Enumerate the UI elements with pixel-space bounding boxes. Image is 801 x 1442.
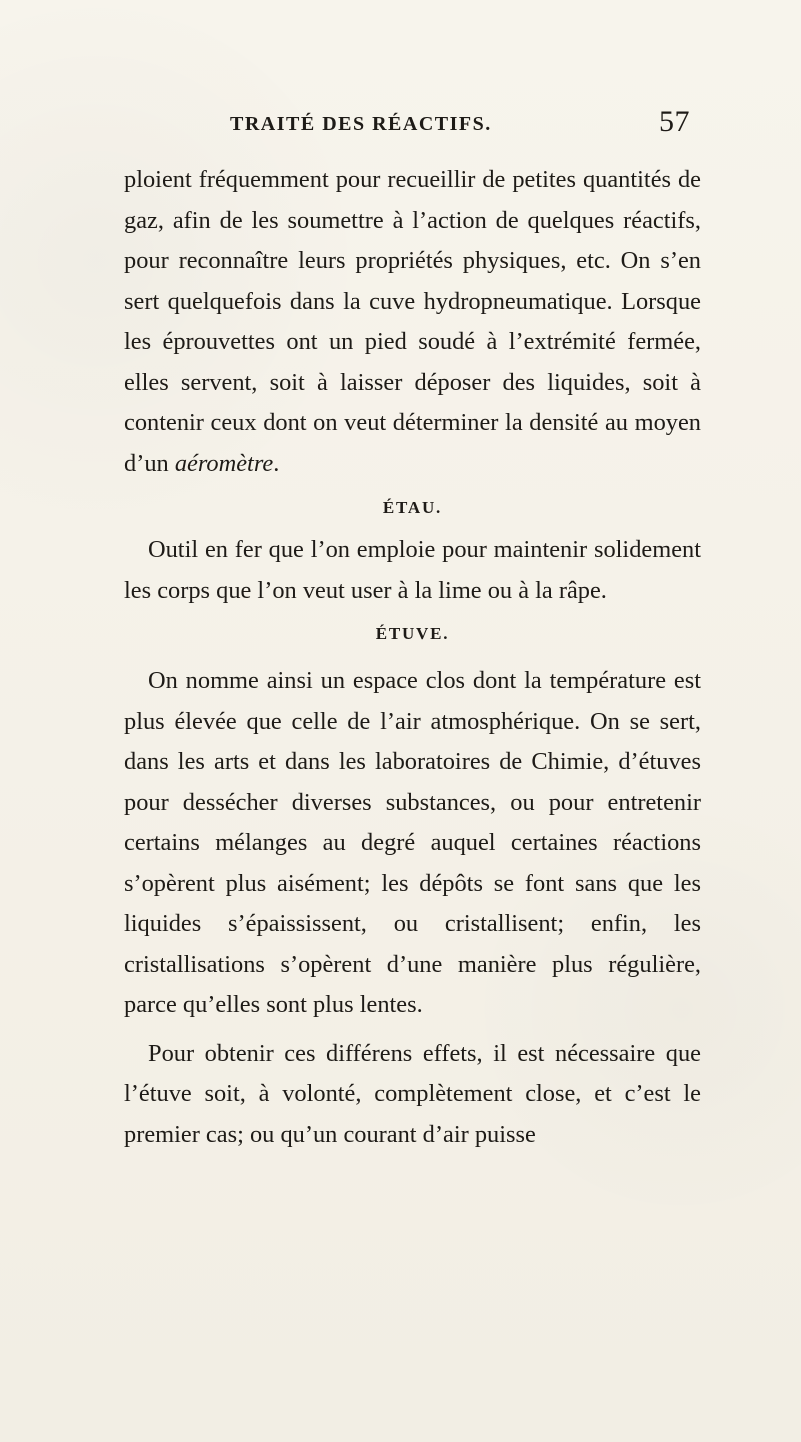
- paragraph-etuve-definition: On nomme ainsi un espace clos dont la température est plus élevée que celle de l’air atmosphérique. On se sert, dans les arts et dans les laboratoires de Chimie, d’étuves pour dessécher diverses substances, ou pour entretenir certains mélanges au degré auquel certaines réactions s’opèrent plus aisément; les dépôts se font sans que les liquides s’épaississent, ou cristallisent; enfin, les cristallisations s’opèrent d’une manière plus régulière, parce qu’elles sont plus lentes.: [124, 667, 701, 1018]
- page-header: [230, 105, 690, 143]
- paragraph-spacer: [124, 1026, 701, 1034]
- paragraph-etuve-conditions: Pour obtenir ces différens effets, il est nécessaire que l’étuve soit, à volonté, complètement close, et c’est le premier cas; ou qu’un courant d’air puisse: [124, 1039, 701, 1148]
- running-title: TRAITÉ DES RÉACTIFS.: [230, 113, 492, 135]
- page-number: 57: [659, 105, 690, 138]
- paragraph-eprouvettes-end: .: [273, 449, 280, 477]
- section-title-etau: ÉTAU.: [382, 498, 443, 517]
- paragraph-etau: Outil en fer que l’on emploie pour maintenir solidement les corps que l’on veut user à la lime ou à la râpe.: [124, 536, 701, 604]
- aerometre-term: aéromètre: [174, 449, 274, 477]
- paragraph-eprouvettes-text: ploient fréquemment pour recueillir de petites quantités de gaz, afin de les soumettre à l’action de quelques réactifs, pour reconnaître leurs propriétés physiques, etc. On s’en sert quelquefois dans la cuve hydropneumatique. Lorsque les éprouvettes ont un pied soudé à l’extrémité fermée, elles servent, soit à laisser déposer des liquides, soit à contenir ceux dont on veut déterminer la densité au moyen d’un: [124, 166, 701, 477]
- section-title-etuve: ÉTUVE.: [375, 624, 450, 643]
- page-content: [124, 160, 701, 1155]
- paragraph-eprouvettes: [124, 160, 701, 484]
